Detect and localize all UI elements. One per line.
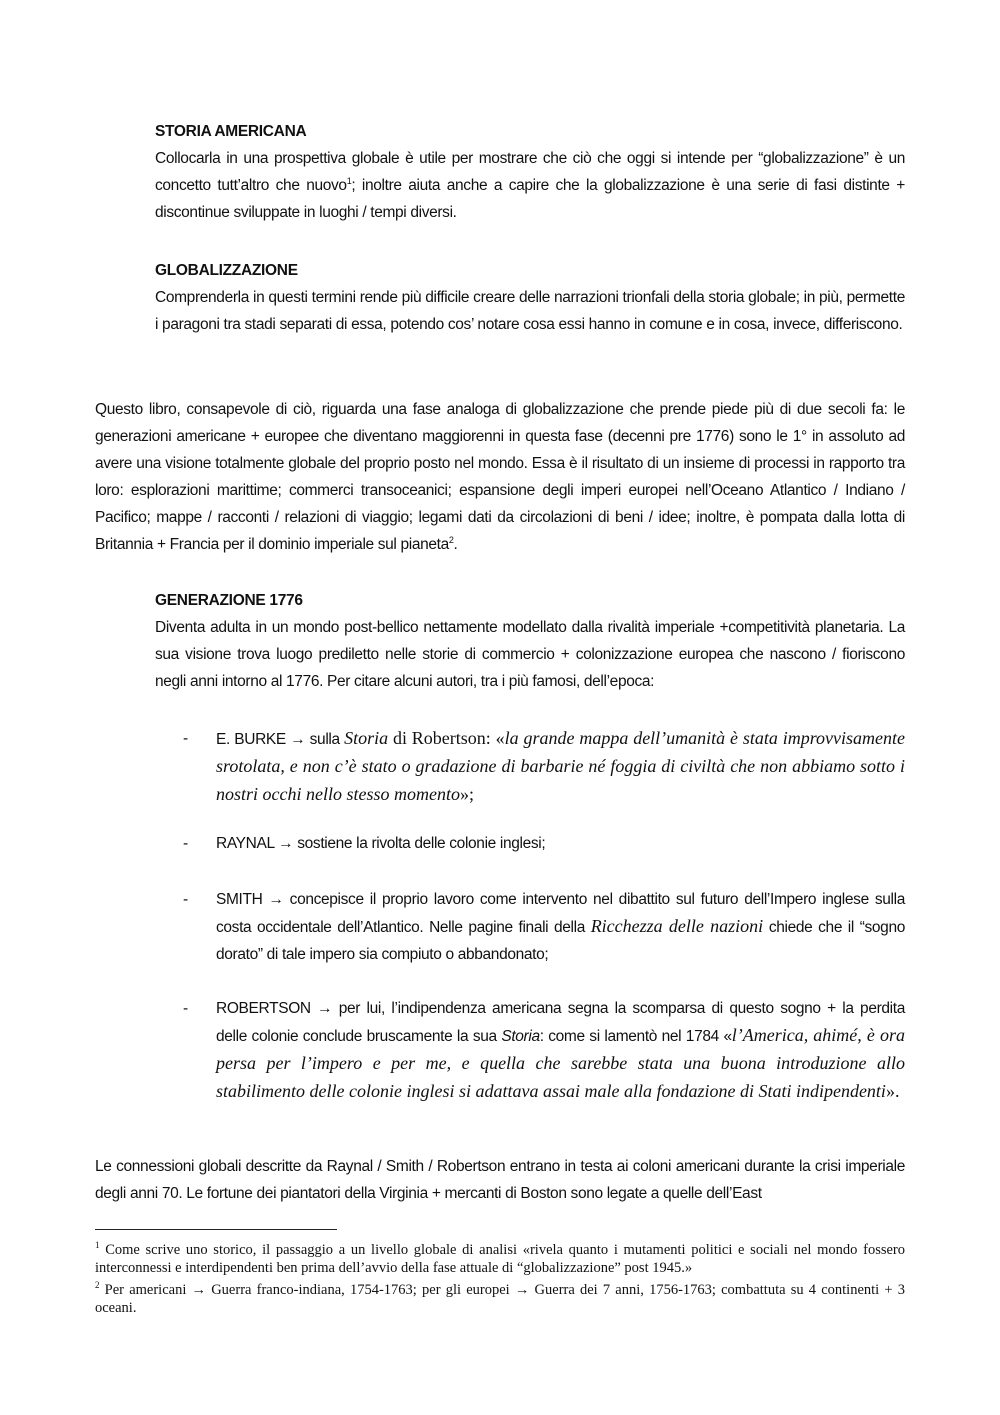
section-paragraph: Le connessioni globali descritte da Raynal / Smith / Robertson entrano in testa ai coloni americani durante la crisi imperiale degli anni 70. Le fortune dei piantatori della Virginia + mercanti di Boston sono legate a quelle dell’East (95, 1158, 905, 1202)
footnote-number: 1 (95, 1240, 100, 1251)
work-title: Storia (501, 1028, 540, 1045)
body-paragraph-questo-libro (95, 396, 905, 558)
section-paragraph: Comprenderla in questi termini rende più difficile creare delle narrazioni trionfali della storia globale; in più, permette i paragoni tra stadi separati di essa, potendo cos’ notare cosa essi hanno in comune e in cosa, invece, differiscono. (155, 289, 905, 333)
section-paragraph: Diventa adulta in un mondo post-bellico nettamente modellato dalla rivalità imperiale +competitività planetaria. La sua visione trova luogo prediletto nelle storie di commercio + colonizzazione europea che nascono / fioriscono negli anni intorno al 1776. Per citare alcuni autori, tra i più famosi, dell’epoca: (155, 619, 905, 690)
list-item-burke (183, 725, 905, 809)
section-heading: STORIA AMERICANA (155, 123, 307, 140)
list-item-text: RAYNAL → sostiene la rivolta delle colonie inglesi; (216, 835, 546, 852)
list-dash: - (183, 891, 189, 908)
section-paragraph (95, 396, 905, 558)
list-item-lead: SMITH → concepisce il proprio lavoro come intervento nel dibattito sul futuro dell’Impero inglese sulla costa occidentale dell’Atlantico. Nelle pagine finali della (216, 891, 905, 936)
footnote-ref: 1 (346, 175, 352, 186)
footnote-text: Come scrive uno storico, il passaggio a un livello globale di analisi «rivela quanto i mutamenti politici e sociali nel mondo fossero interconnessi e interdipendenti ben prima dell’avvio della fase attuale di “globalizzazione” post 1945.» (95, 1242, 905, 1276)
quotation: la grande mappa dell’umanità è stata improvvisamente srotolata, e non c’è stato o gradazione di barbarie né foggia di civiltà che non abbiamo sotto i nostri occhi nello stesso momento (216, 728, 906, 804)
list-item-text (216, 995, 905, 1106)
footnote-1 (95, 1241, 905, 1277)
list-item-end: ». (885, 1081, 900, 1101)
paragraph-text: . (453, 536, 458, 553)
footnote-ref: 2 (448, 534, 454, 545)
section-heading: GLOBALIZZAZIONE (155, 262, 298, 279)
paragraph-text: Collocarla in una prospettiva globale è utile per mostrare che ciò che oggi si intende per “globalizzazione” è un concetto tutt’altro che nuovo (155, 150, 905, 194)
quotation: l’America, ahimé, è ora persa per l’impero e per me, e quella che sarebbe stata una buona introduzione allo stabilimento delle colonie inglesi si adattava assai male alla fondazione di Stati indipendenti (216, 1025, 905, 1101)
list-item-raynal (183, 830, 905, 857)
section-paragraph (155, 145, 905, 226)
section-storia-americana (155, 118, 905, 226)
list-item-end: chiede che il “sogno dorato” di tale impero sia compiuto o abbandonato; (216, 919, 905, 963)
footnote-text: Per americani → Guerra franco-indiana, 1754-1763; per gli europei → Guerra dei 7 anni, 1756-1763; combattuta su 4 continenti + 3 oceani. (95, 1282, 905, 1316)
list-item-mid: di Robertson: « (388, 728, 505, 748)
list-dash: - (183, 730, 189, 747)
list-item-lead: E. BURKE → sulla (216, 731, 345, 748)
list-item-text (216, 886, 905, 968)
footnote-2 (95, 1281, 905, 1317)
work-title: Ricchezza delle nazioni (590, 916, 764, 936)
section-globalizzazione (155, 257, 905, 338)
footnote-number: 2 (95, 1280, 100, 1291)
section-generazione-1776 (155, 587, 905, 695)
list-item-mid: : come si lamentò nel 1784 « (539, 1028, 732, 1045)
list-item-lead: ROBERTSON → per lui, l’indipendenza americana segna la scomparsa di questo sogno + la perdita delle colonie conclude bruscamente la sua (216, 1000, 905, 1045)
work-title: Storia (344, 728, 389, 748)
section-heading: GENERAZIONE 1776 (155, 592, 303, 609)
paragraph-text: ; inoltre aiuta anche a capire che la globalizzazione è una serie di fasi distinte + discontinue sviluppate in luoghi / tempi diversi. (155, 177, 905, 221)
list-item-robertson (183, 995, 905, 1106)
list-item-text (216, 725, 905, 809)
paragraph-text: Questo libro, consapevole di ciò, riguarda una fase analoga di globalizzazione che prende piede più di due secoli fa: le generazioni americane + europee che diventano maggiorenni in questa fase (decenni pre 1776) sono le 1° in assoluto ad avere una visione totalmente globale del proprio posto nel mondo. Essa è il risultato di un insieme di processi in rapporto tra loro: esplorazioni marittime; commerci transoceanici; espansione degli imperi europei nell’Oceano Atlantico / Indiano / Pacifico; mappe / racconti / relazioni di viaggio; legami dati da circolazioni di beni / idee; inoltre, è pompata dalla lotta di Britannia + Francia per il dominio imperiale sul pianeta (95, 401, 905, 553)
footnote-separator (95, 1229, 337, 1230)
body-paragraph-closing (95, 1153, 905, 1207)
list-dash: - (183, 835, 189, 852)
list-dash: - (183, 1000, 189, 1017)
list-item-smith (183, 886, 905, 968)
list-item-end: »; (459, 784, 474, 804)
